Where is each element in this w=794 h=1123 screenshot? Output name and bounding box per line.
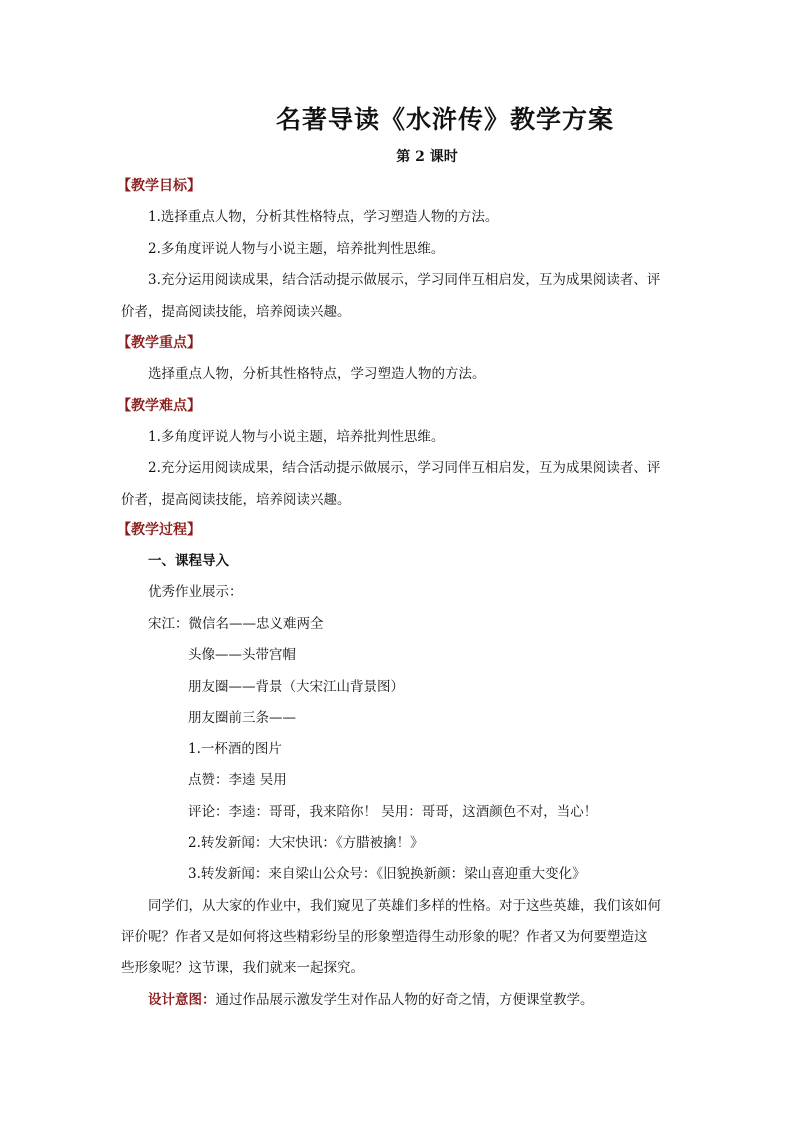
goal-item: 3.充分运用阅读成果，结合活动提示做展示，学习同伴互相启发，互为成果阅读者、评 <box>148 272 661 288</box>
process-line: 评论：李逵：哥哥，我来陪你！ 吴用：哥哥，这酒颜色不对，当心！ <box>188 804 598 820</box>
goal-item-continued: 价者，提高阅读技能，培养阅读兴趣。 <box>121 304 351 320</box>
process-line: 宋江：微信名——忠义难两全 <box>148 616 324 632</box>
design-intent-label: 设计意图： <box>148 992 216 1008</box>
paragraph-line: 同学们，从大家的作业中，我们窥见了英雄们多样的性格。对于这些英雄，我们该如何 <box>148 898 661 914</box>
process-line: 1.一杯酒的图片 <box>188 741 282 757</box>
process-line: 点赞：李逵 吴用 <box>188 772 287 788</box>
document-title: 名著导读《水浒传》教学方案 <box>275 105 614 134</box>
design-intent-text: 通过作品展示激发学生对作品人物的好奇之情，方便课堂教学。 <box>215 992 594 1008</box>
section-heading-process: 【教学过程】 <box>117 522 201 538</box>
section-heading-key: 【教学重点】 <box>117 335 201 351</box>
process-step-heading: 一、课程导入 <box>148 553 229 569</box>
difficult-item: 1.多角度评说人物与小说主题，培养批判性思维。 <box>148 429 445 445</box>
process-line: 朋友圈前三条—— <box>188 710 296 726</box>
section-heading-goals: 【教学目标】 <box>117 178 201 194</box>
process-line: 3.转发新闻：来自梁山公众号：《旧貌换新颜：梁山喜迎重大变化》 <box>188 866 586 882</box>
paragraph-line: 些形象呢？这节课，我们就来一起探究。 <box>121 960 364 976</box>
difficult-item: 2.充分运用阅读成果，结合活动提示做展示，学习同伴互相启发，互为成果阅读者、评 <box>148 460 661 476</box>
goal-item: 2.多角度评说人物与小说主题，培养批判性思维。 <box>148 241 445 257</box>
goal-item: 1.选择重点人物，分析其性格特点，学习塑造人物的方法。 <box>148 209 499 225</box>
difficult-item-continued: 价者，提高阅读技能，培养阅读兴趣。 <box>121 492 351 508</box>
process-line: 2.转发新闻：大宋快讯：《方腊被擒！》 <box>188 835 424 851</box>
section-heading-difficult: 【教学难点】 <box>117 398 201 414</box>
design-intent <box>148 990 594 1010</box>
document-subtitle: 第 2 课时 <box>396 149 458 165</box>
process-line: 优秀作业展示： <box>148 584 243 600</box>
process-line: 头像——头带宫帽 <box>188 647 296 663</box>
process-line: 朋友圈——背景（大宋江山背景图） <box>188 679 404 695</box>
key-item: 选择重点人物，分析其性格特点，学习塑造人物的方法。 <box>148 366 486 382</box>
paragraph-line: 评价呢？作者又是如何将这些精彩纷呈的形象塑造得生动形象的呢？作者又为何要塑造这 <box>121 929 648 945</box>
